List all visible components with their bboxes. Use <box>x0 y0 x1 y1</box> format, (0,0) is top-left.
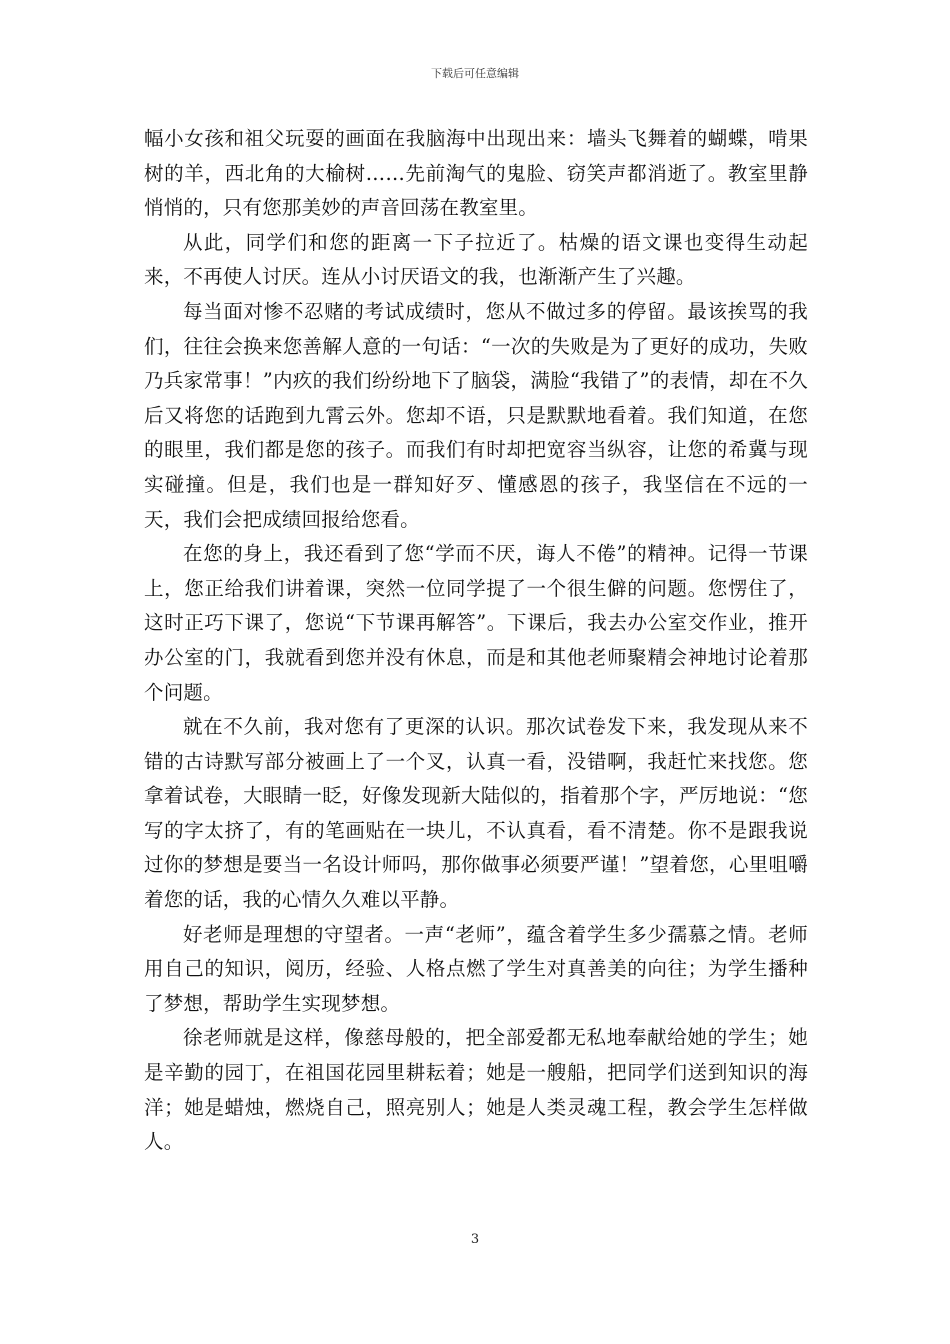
page-number: 3 <box>470 1232 480 1247</box>
document-body <box>144 122 808 1160</box>
page-header: 下载后可任意编辑 <box>431 67 519 80</box>
paragraph: 好老师是理想的守望者。一声“老师”，蕴含着学生多少孺慕之情。老师用自己的知识，阅历，经验、人格点燃了学生对真善美的向往；为学生播种了梦想，帮助学生实现梦想。 <box>144 922 808 1015</box>
paragraph: 从此，同学们和您的距离一下子拉近了。枯燥的语文课也变得生动起来，不再使人讨厌。连从小讨厌语文的我，也渐渐产生了兴趣。 <box>144 230 808 289</box>
paragraph: 徐老师就是这样，像慈母般的，把全部爱都无私地奉献给她的学生；她是辛勤的园丁，在祖国花园里耕耘着；她是一艘船，把同学们送到知识的海洋；她是蜡烛，燃烧自己，照亮别人；她是人类灵魂工程，教会学生怎样做人。 <box>144 1026 808 1154</box>
paragraph: 在您的身上，我还看到了您“学而不厌，诲人不倦”的精神。记得一节课上，您正给我们讲着课，突然一位同学提了一个很生僻的问题。您愣住了，这时正巧下课了，您说“下节课再解答”。下课后，我去办公室交作业，推开办公室的门，我就看到您并没有休息，而是和其他老师聚精会神地讨论着那个问题。 <box>144 542 808 704</box>
paragraph: 就在不久前，我对您有了更深的认识。那次试卷发下来，我发现从来不错的古诗默写部分被画上了一个叉，认真一看，没错啊，我赶忙来找您。您拿着试卷，大眼睛一眨，好像发现新大陆似的，指着那个字，严厉地说：“您写的字太挤了，有的笔画贴在一块儿，不认真看，看不清楚。你不是跟我说过你的梦想是要当一名设计师吗，那你做事必须要严谨！”望着您，心里咀嚼着您的话，我的心情久久难以平静。 <box>144 715 808 912</box>
paragraph: 每当面对惨不忍赌的考试成绩时，您从不做过多的停留。最该挨骂的我们，往往会换来您善解人意的一句话：“一次的失败是为了更好的成功，失败乃兵家常事！”内疚的我们纷纷地下了脑袋，满脸“我错了”的表情，却在不久后又将您的话跑到九霄云外。您却不语，只是默默地看着。我们知道，在您的眼里，我们都是您的孩子。而我们有时却把宽容当纵容，让您的希冀与现实碰撞。但是，我们也是一群知好歹、懂感恩的孩子，我坚信在不远的一天，我们会把成绩回报给您看。 <box>144 299 808 531</box>
paragraph-continuation: 幅小女孩和祖父玩耍的画面在我脑海中出现出来：墙头飞舞着的蝴蝶，啃果树的羊，西北角的大榆树……先前淘气的鬼脸、窃笑声都消逝了。教室里静悄悄的，只有您那美妙的声音回荡在教室里。 <box>144 127 808 220</box>
